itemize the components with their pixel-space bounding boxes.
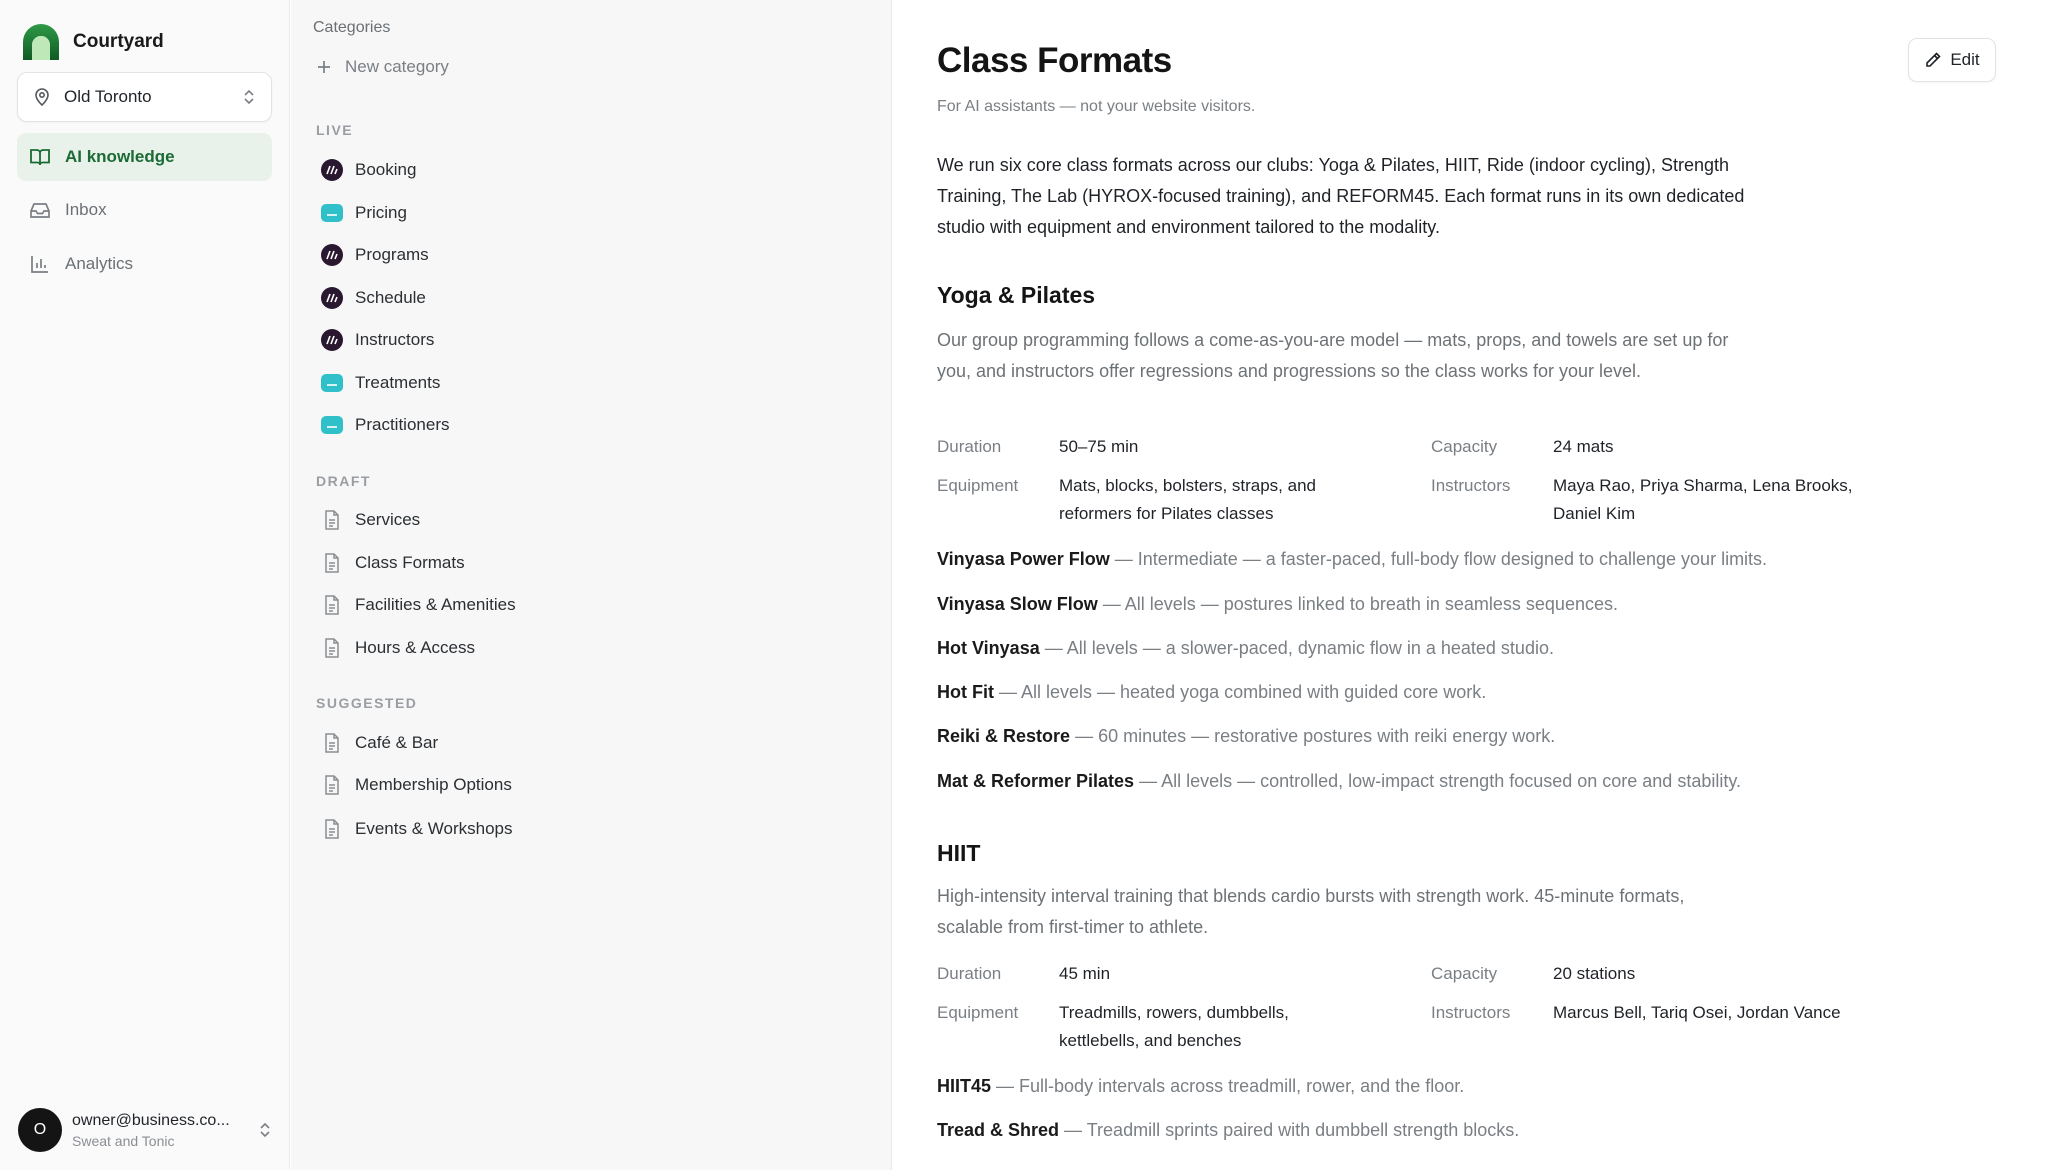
account-switcher[interactable] — [18, 1107, 273, 1153]
category-programs[interactable] — [320, 242, 429, 268]
category-instructors[interactable] — [320, 327, 434, 353]
page-subtitle: For AI assistants — not your website visitors. — [937, 98, 1256, 115]
categories-panel — [291, 0, 892, 1170]
class-detail: — Treadmill sprints paired with dumbbell strength blocks. — [1059, 1120, 1520, 1140]
pencil-icon — [1924, 51, 1942, 69]
document-icon — [323, 510, 341, 530]
capacity-label: Capacity — [1431, 964, 1498, 983]
class-detail: — All levels — a slower-paced, dynamic flow in a heated studio. — [1039, 638, 1554, 658]
section-title: Yoga & Pilates — [937, 282, 1096, 308]
nav-inbox[interactable] — [17, 186, 272, 234]
category-practitioners[interactable] — [320, 412, 449, 438]
category-label: Events & Workshops — [355, 819, 513, 838]
nav-ai-knowledge[interactable] — [17, 133, 272, 181]
category-label: Practitioners — [355, 415, 450, 434]
class-detail: — All levels — controlled, low-impact strength focused on core and stability. — [1134, 771, 1742, 791]
class-detail: — Intermediate — a faster-paced, full-body flow designed to challenge your limits. — [1109, 549, 1768, 569]
suggested-heading: SUGGESTED — [316, 695, 418, 711]
category-treatments[interactable] — [320, 370, 440, 396]
class-name: HIIT45 — [937, 1076, 992, 1096]
category-pricing[interactable] — [320, 200, 407, 226]
location-label: Old Toronto — [64, 87, 152, 106]
class-item — [937, 1120, 1519, 1141]
category-label: Instructors — [355, 330, 435, 349]
category-schedule[interactable] — [320, 285, 426, 311]
chevron-up-down-icon — [241, 88, 257, 106]
class-item — [937, 726, 1555, 747]
capacity-value: 20 stations — [1553, 964, 1636, 983]
duration-label: Duration — [937, 437, 1002, 456]
class-detail: — 60 minutes — restorative postures with reiki energy work. — [1070, 726, 1556, 746]
category-events[interactable] — [320, 816, 512, 842]
class-name: Hot Vinyasa — [937, 638, 1040, 658]
brand-teal-icon — [321, 204, 343, 222]
duration-value: 45 min — [1059, 964, 1111, 983]
page-title: Class Formats — [937, 41, 1172, 80]
equipment-value: Mats, blocks, bolsters, straps, and reformers for Pilates classes — [1059, 476, 1316, 523]
instructors-value: Marcus Bell, Tariq Osei, Jordan Vance — [1553, 1003, 1841, 1022]
equipment-label: Equipment — [937, 476, 1019, 495]
category-label: Programs — [355, 245, 429, 264]
nav-label: Analytics — [65, 254, 134, 273]
category-label: Class Formats — [355, 553, 465, 572]
class-item — [937, 682, 1486, 703]
new-category-button[interactable] — [315, 57, 449, 77]
capacity-value: 24 mats — [1553, 437, 1614, 456]
class-detail: — All levels — heated yoga combined with guided core work. — [993, 682, 1487, 702]
category-label: Facilities & Amenities — [355, 595, 516, 614]
class-detail: — Full-body intervals across treadmill, rower, and the floor. — [991, 1076, 1465, 1096]
brand-dark-icon — [321, 244, 343, 266]
chevron-up-down-icon — [257, 1121, 273, 1139]
equipment-value: Treadmills, rowers, dumbbells, kettlebells, and benches — [1059, 1003, 1289, 1050]
category-cafe-bar[interactable] — [320, 730, 438, 756]
user-email: owner@business.co... — [72, 1111, 230, 1129]
category-membership[interactable] — [320, 772, 512, 798]
new-category-label: New category — [345, 57, 449, 76]
section-description: High-intensity interval training that blends cardio bursts with strength work. 45-minute formats, scalable from first-timer to athlete. — [937, 886, 1685, 937]
location-select[interactable] — [17, 72, 272, 122]
document-view — [893, 0, 2048, 1170]
nav-analytics[interactable] — [17, 240, 272, 288]
brand[interactable] — [21, 24, 164, 60]
intro-paragraph: We run six core class formats across our clubs: Yoga & Pilates, HIIT, Ride (indoor cycling), Strength Training, The Lab (HYROX-focused training), and REFORM45. Each format runs in its own dedicated studio with equipment and environment tailored to the modality. — [937, 155, 1745, 237]
category-label: Hours & Access — [355, 638, 475, 657]
category-services[interactable] — [320, 507, 420, 533]
brand-dark-icon — [321, 287, 343, 309]
category-label: Services — [355, 510, 421, 529]
user-org: Sweat and Tonic — [72, 1132, 175, 1149]
book-icon — [29, 146, 51, 168]
class-item — [937, 771, 1741, 792]
class-detail: — All levels — postures linked to breath in seamless sequences. — [1097, 594, 1618, 614]
brand-teal-icon — [321, 416, 343, 434]
instructors-label: Instructors — [1431, 476, 1511, 495]
category-class-formats[interactable] — [320, 550, 465, 576]
document-icon — [323, 775, 341, 795]
class-item — [937, 594, 1618, 615]
document-icon — [323, 595, 341, 615]
instructors-value: Maya Rao, Priya Sharma, Lena Brooks, Daniel Kim — [1553, 476, 1853, 523]
draft-heading: DRAFT — [316, 473, 371, 489]
courtyard-logo-icon — [21, 24, 61, 60]
class-item — [937, 638, 1554, 659]
class-name: Hot Fit — [937, 682, 994, 702]
category-booking[interactable] — [320, 157, 416, 183]
nav-label: Inbox — [65, 200, 107, 219]
document-icon — [323, 733, 341, 753]
duration-label: Duration — [937, 964, 1002, 983]
category-label: Membership Options — [355, 775, 512, 794]
brand-dark-icon — [321, 159, 343, 181]
category-label: Booking — [355, 160, 417, 179]
edit-button[interactable] — [1908, 38, 1996, 82]
inbox-icon — [29, 199, 51, 221]
class-item — [937, 1076, 1464, 1097]
equipment-label: Equipment — [937, 1003, 1019, 1022]
class-name: Vinyasa Power Flow — [937, 549, 1110, 569]
document-icon — [323, 819, 341, 839]
class-name: Vinyasa Slow Flow — [937, 594, 1098, 614]
brand-teal-icon — [321, 374, 343, 392]
section-description: Our group programming follows a come-as-you-are model — mats, props, and towels are set up for you, and instructors offer regressions and progressions so the class works for your level. — [937, 330, 1729, 381]
category-facilities[interactable] — [320, 592, 516, 618]
duration-value: 50–75 min — [1059, 437, 1139, 456]
class-name: Mat & Reformer Pilates — [937, 771, 1135, 791]
primary-sidebar — [0, 0, 290, 1170]
document-icon — [323, 553, 341, 573]
category-label: Pricing — [355, 203, 407, 222]
class-item — [937, 549, 1767, 570]
brand-name: Courtyard — [73, 31, 164, 52]
class-name: Reiki & Restore — [937, 726, 1071, 746]
brand-dark-icon — [321, 329, 343, 351]
category-label: Schedule — [355, 288, 426, 307]
category-label: Café & Bar — [355, 733, 439, 752]
categories-title: Categories — [313, 19, 391, 36]
category-hours[interactable] — [320, 635, 475, 661]
edit-label: Edit — [1950, 50, 1980, 69]
map-pin-icon — [32, 87, 52, 107]
plus-icon — [315, 58, 333, 76]
section-title: HIIT — [937, 840, 981, 866]
bar-chart-icon — [29, 253, 51, 275]
live-heading: LIVE — [316, 122, 354, 138]
class-name: Tread & Shred — [937, 1120, 1060, 1140]
capacity-label: Capacity — [1431, 437, 1498, 456]
instructors-label: Instructors — [1431, 1003, 1511, 1022]
nav-label: AI knowledge — [65, 147, 175, 166]
document-icon — [323, 638, 341, 658]
category-label: Treatments — [355, 373, 441, 392]
avatar: O — [18, 1108, 62, 1152]
